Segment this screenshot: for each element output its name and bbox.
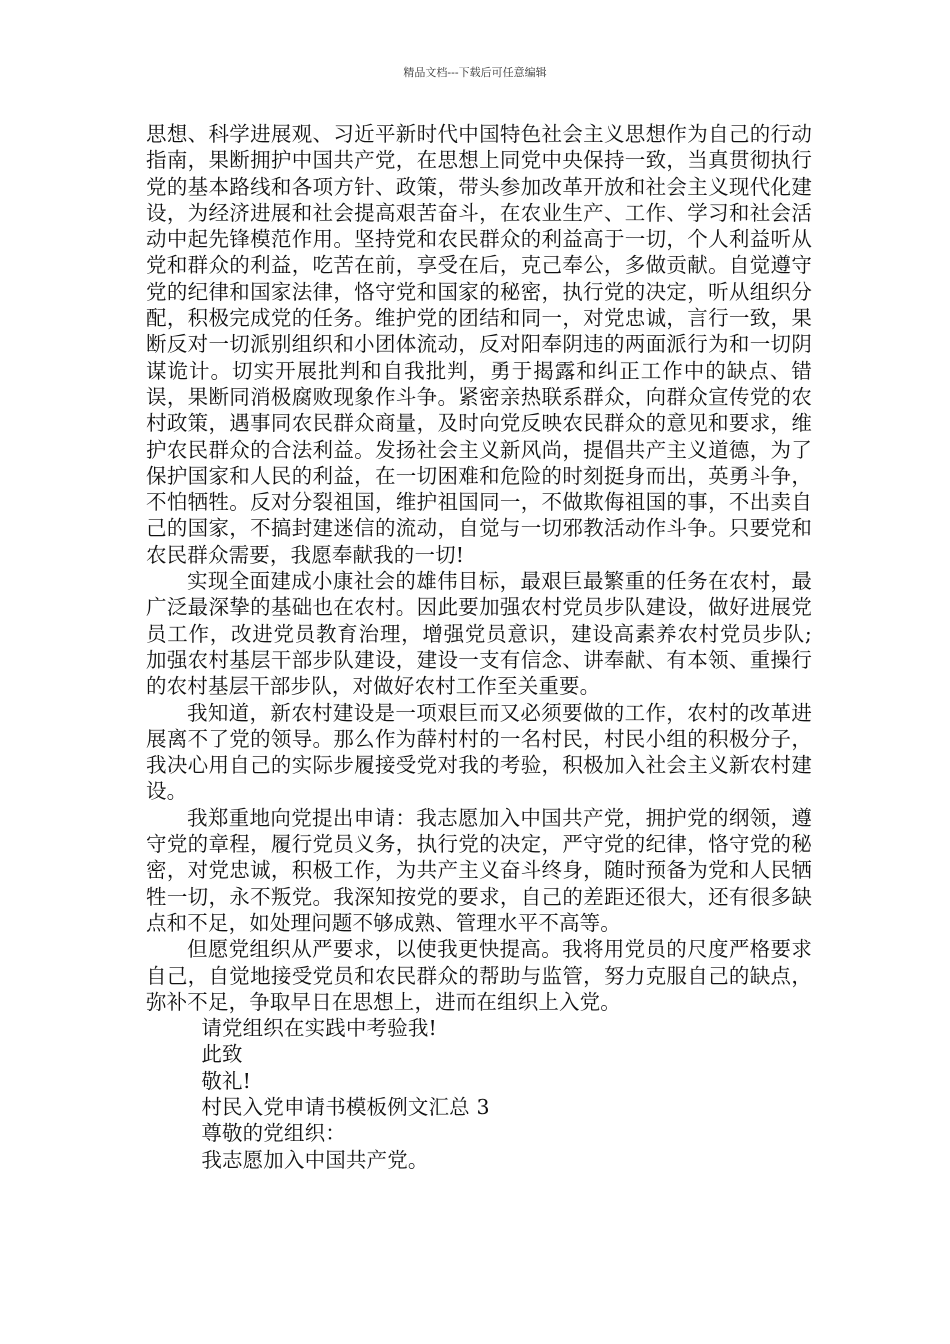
line-opening: 我志愿加入中国共产党。 — [201, 1147, 429, 1172]
line-respect: 敬礼! — [201, 1068, 252, 1093]
line-salutation: 此致 — [201, 1042, 243, 1067]
document-body — [146, 121, 812, 1173]
line-section-title: 村民入党申请书模板例文汇总 3 — [201, 1094, 490, 1119]
paragraph-continuation: 思想、科学进展观、习近平新时代中国特色社会主义思想作为自己的行动指南，果断拥护中国共产党，在思想上同党中央保持一致，当真贯彻执行党的基本路线和各项方针、政策，带头参加改革开放和社会主义现代化建设，为经济进展和社会提高艰苦奋斗，在农业生产、工作、学习和社会活动中起先锋模范作用。坚持党和农民群众的利益高于一切，个人利益听从党和群众的利益，吃苦在前，享受在后，克己奉公，多做贡献。自觉遵守党的纪律和国家法律，恪守党和国家的秘密，执行党的决定，听从组织分配，积极完成党的任务。维护党的团结和同一，对党忠诚，言行一致，果断反对一切派别组织和小团体流动，反对阳奉阴违的两面派行为和一切阴谋诡计。切实开展批判和自我批判，勇于揭露和纠正工作中的缺点、错误，果断同消极腐败现象作斗争。紧密亲热联系群众，向群众宣传党的农村政策，遇事同农民群众商量，及时向党反映农民群众的意见和要求，维护农民群众的合法利益。发扬社会主义新风尚，提倡共产主义道德，为了保护国家和人民的利益，在一切困难和危险的时刻挺身而出，英勇斗争，不怕牺牲。反对分裂祖国，维护祖国同一，不做欺侮祖国的事，不出卖自己的国家，不搞封建迷信的流动，自觉与一切邪教活动作斗争。只要党和农民群众需要，我愿奉献我的一切! — [146, 122, 812, 567]
paragraph-new-village: 我知道，新农村建设是一项艰巨而又必须要做的工作，农村的改革进展离不了党的领导。那么作为薛村村的一名村民，村民小组的积极分子，我决心用自己的实际步履接受党对我的考验，积极加入社会主义新农村建设。 — [146, 700, 812, 804]
line-greeting: 尊敬的党组织： — [201, 1121, 346, 1146]
paragraph-application: 我郑重地向党提出申请：我志愿加入中国共产党，拥护党的纲领，遵守党的章程，履行党员义务，执行党的决定，严守党的纪律，恪守党的秘密，对党忠诚，积极工作，为共产主义奋斗终身，随时预备为党和人民牺牲一切，永不叛党。我深知按党的要求，自己的差距还很大，还有很多缺点和不足，如处理问题不够成熟、管理水平不高等。 — [146, 805, 812, 935]
line-test-me: 请党组织在实践中考验我! — [201, 1016, 437, 1041]
page-header: 精品文档---下载后可任意编辑 — [403, 66, 547, 79]
paragraph-hope: 但愿党组织从严要求，以使我更快提高。我将用党员的尺度严格要求自己，自觉地接受党员和农民群众的帮助与监管，努力克服自己的缺点，弥补不足，争取早日在思想上，进而在组织上入党。 — [146, 937, 812, 1014]
paragraph-rural-goal: 实现全面建成小康社会的雄伟目标，最艰巨最繁重的任务在农村，最广泛最深挚的基础也在农村。因此要加强农村党员步队建设，做好进展党员工作，改进党员教育治理，增强党员意识，建设高素养农村党员步队;加强农村基层干部步队建设，建设一支有信念、讲奉献、有本领、重操行的农村基层干部步队，对做好农村工作至关重要。 — [146, 569, 812, 699]
